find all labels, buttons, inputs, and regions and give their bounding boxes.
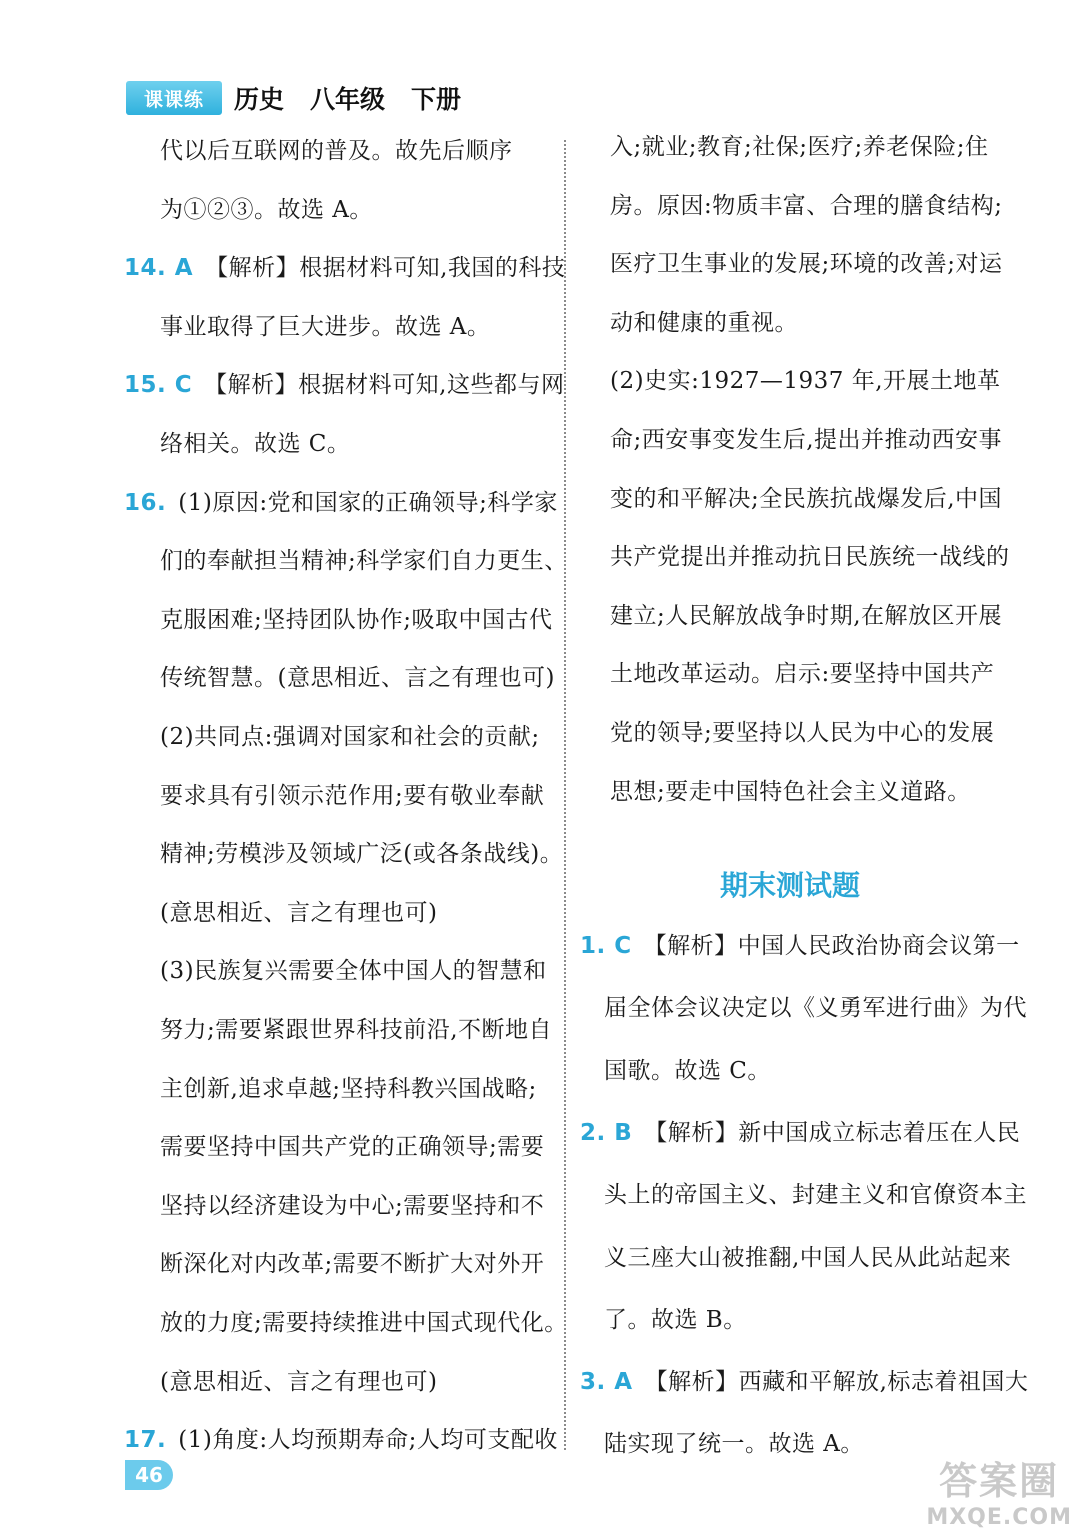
- question-number: 2. B: [580, 1119, 633, 1146]
- answer-text: (意思相近、言之有理也可): [160, 899, 438, 926]
- answer-text: 陆实现了统一。故选 A。: [604, 1431, 864, 1458]
- answer-text: 思想;要走中国特色社会主义道路。: [610, 778, 971, 805]
- right-line: [610, 658, 994, 690]
- answer-text: 主创新,追求卓越;坚持科教兴国战略;: [160, 1075, 537, 1102]
- answer-text: 入;就业;教育;社保;医疗;养老保险;住: [610, 134, 989, 160]
- right-bottom-line: [604, 1242, 1011, 1274]
- right-line: [610, 190, 1003, 222]
- answer-text: 【解析】根据材料可知,这些都与网: [204, 372, 565, 399]
- right-line: [610, 600, 1002, 632]
- left-line: [160, 1073, 537, 1105]
- answer-text: 【解析】西藏和平解放,标志着祖国大: [644, 1369, 1029, 1396]
- answer-text: 【解析】新中国成立标志着压在人民: [644, 1119, 1021, 1146]
- answer-text: 断深化对内改革;需要不断扩大对外开: [160, 1251, 545, 1278]
- right-line: [610, 717, 994, 749]
- answer-text: 精神;劳模涉及领域广泛(或各条战线)。: [160, 841, 564, 868]
- left-line: [160, 897, 437, 929]
- left-line: [160, 1190, 544, 1222]
- right-bottom-line: [604, 1055, 771, 1087]
- answer-text: 房。原因:物质丰富、合理的膳食结构;: [610, 192, 1003, 219]
- left-line: [160, 604, 553, 636]
- page-header: [126, 78, 461, 118]
- left-line: [124, 487, 558, 519]
- left-line: [160, 662, 555, 694]
- answer-text: 克服困难;坚持团队协作;吸取中国古代: [160, 606, 553, 633]
- left-line: [160, 1248, 544, 1280]
- answer-text: 们的奉献担当精神;科学家们自力更生、: [160, 548, 568, 575]
- left-line: [160, 838, 563, 870]
- answer-text: 为①②③。故选 A。: [160, 196, 373, 223]
- answer-text: 建立;人民解放战争时期,在解放区开展: [610, 602, 1003, 629]
- left-line: [160, 1131, 544, 1163]
- right-line: [610, 424, 1002, 456]
- right-line: [610, 365, 1001, 397]
- answer-text: 放的力度;需要持续推进中国式现代化。: [160, 1310, 568, 1336]
- left-line: [160, 955, 547, 987]
- section-title: 期末测试题: [719, 869, 860, 902]
- answer-text: 命;西安事变发生后,提出并推动西安事: [610, 427, 1003, 453]
- left-line: [160, 545, 568, 577]
- left-line: [160, 1014, 552, 1046]
- right-bottom-line: [580, 1117, 1020, 1149]
- left-line: [160, 721, 540, 753]
- right-bottom-line: [580, 1366, 1028, 1398]
- question-number: 3. A: [580, 1369, 633, 1396]
- left-line: [124, 252, 565, 284]
- left-line: [160, 1307, 568, 1339]
- answer-text: 事业取得了巨大进步。故选 A。: [160, 313, 491, 340]
- grade-label: 八年级: [310, 85, 386, 114]
- answer-text: 变的和平解决;全民族抗战爆发后,中国: [610, 485, 1003, 512]
- question-number: 1. C: [580, 933, 632, 959]
- left-line: [124, 1424, 558, 1456]
- answer-text: (1)角度:人均预期寿命;人均可支配收: [178, 1427, 558, 1454]
- left-line: [160, 428, 350, 460]
- answer-text: 届全体会议决定以《义勇军进行曲》为代: [604, 995, 1027, 1022]
- series-logo: 课课练: [126, 81, 222, 115]
- column-divider: [564, 140, 566, 1450]
- answer-text: 代以后互联网的普及。故先后顺序: [160, 138, 513, 164]
- page-number: 46: [125, 1460, 173, 1490]
- left-line: [160, 135, 513, 167]
- answer-text: 了。故选 B。: [604, 1306, 747, 1333]
- left-line: [160, 1366, 437, 1398]
- right-bottom-line: [604, 1179, 1027, 1211]
- right-bottom-line: [604, 992, 1027, 1024]
- answer-text: 土地改革运动。启示:要坚持中国共产: [610, 661, 995, 688]
- answer-text: (1)原因:党和国家的正确领导;科学家: [178, 489, 558, 516]
- answer-text: 坚持以经济建设为中心;需要坚持和不: [160, 1192, 545, 1219]
- left-line: [160, 780, 544, 812]
- right-line: [610, 483, 1002, 515]
- answer-text: 要求具有引领示范作用;要有敬业奉献: [160, 782, 545, 809]
- answer-text: 络相关。故选 C。: [160, 431, 351, 457]
- answer-text: 共产党提出并推动抗日民族统一战线的: [610, 544, 1010, 571]
- left-line: [160, 194, 373, 226]
- subject-label: 历史: [234, 85, 285, 114]
- answer-text: 国歌。故选 C。: [604, 1057, 771, 1084]
- answer-text: (3)民族复兴需要全体中国人的智慧和: [160, 958, 547, 985]
- answer-text: (2)史实:1927—1937 年,开展土地革: [610, 368, 1001, 395]
- answer-text: 努力;需要紧跟世界科技前沿,不断地自: [160, 1017, 553, 1043]
- right-line: [610, 307, 798, 339]
- answer-text: 动和健康的重视。: [610, 309, 798, 336]
- left-line: [124, 369, 564, 401]
- answer-text: (2)共同点:强调对国家和社会的贡献;: [160, 724, 540, 750]
- volume-label: 下册: [411, 85, 462, 114]
- left-line: [160, 311, 490, 343]
- watermark-text: 答案圈: [939, 1459, 1060, 1503]
- right-bottom-line: [580, 930, 1020, 962]
- answer-text: 【解析】根据材料可知,我国的科技: [205, 255, 566, 282]
- question-number: 17.: [124, 1427, 167, 1454]
- answer-text: 头上的帝国主义、封建主义和官僚资本主: [604, 1182, 1027, 1209]
- answer-text: 义三座大山被推翻,中国人民从此站起来: [604, 1244, 1012, 1271]
- answer-text: (意思相近、言之有理也可): [160, 1368, 438, 1395]
- watermark-url: MXQE.COM: [926, 1505, 1072, 1530]
- answer-text: 【解析】中国人民政治协商会议第一: [643, 933, 1020, 959]
- answer-text: 需要坚持中国共产党的正确领导;需要: [160, 1134, 545, 1161]
- right-line: [610, 131, 989, 163]
- answer-text: 医疗卫生事业的发展;环境的改善;对运: [610, 251, 1003, 278]
- question-number: 14. A: [124, 255, 194, 282]
- question-number: 15. C: [124, 372, 193, 399]
- answer-text: 党的领导;要坚持以人民为中心的发展: [610, 720, 995, 746]
- right-line: [610, 541, 1010, 573]
- right-line: [610, 248, 1003, 280]
- right-line: [610, 776, 971, 808]
- right-bottom-line: [604, 1428, 864, 1460]
- question-number: 16.: [124, 489, 167, 516]
- watermark-logo: [926, 1450, 1072, 1530]
- right-bottom-line: [604, 1304, 747, 1336]
- answer-text: 传统智慧。(意思相近、言之有理也可): [160, 665, 555, 692]
